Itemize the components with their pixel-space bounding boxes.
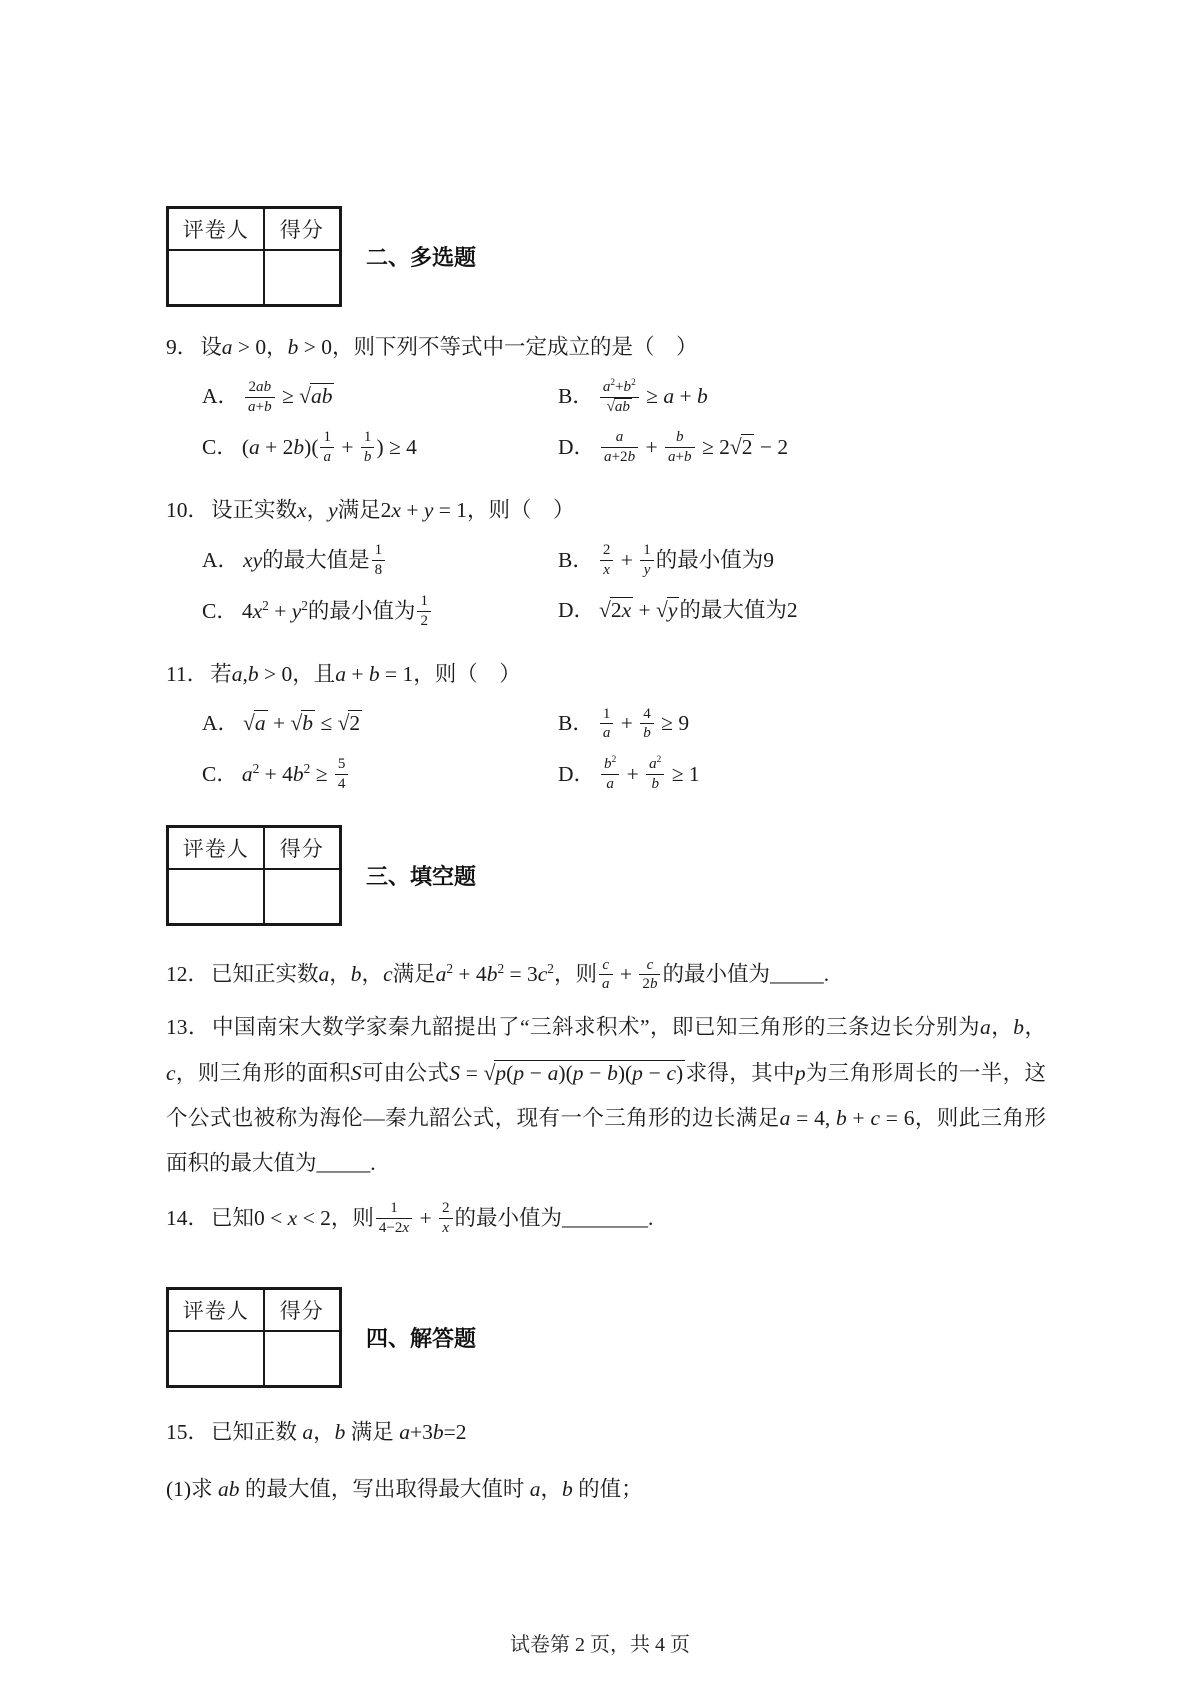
option-c-label: C． [202, 761, 238, 786]
option-d-label: D． [558, 761, 596, 786]
question-10-stem [166, 494, 1046, 526]
question-9-options [202, 379, 1046, 468]
option-c-label: C． [202, 435, 238, 460]
question-14-text: 已知0 < x < 2，则 $\frac{1}{4-2x}$ + $\frac{2}{x}$ 的最小值为________. [211, 1200, 654, 1237]
option-a-formula: √a + √b ≤ √2 [243, 711, 361, 736]
option-a-label: A． [202, 384, 240, 409]
reviewer-header-cell: 评卷人 [168, 827, 264, 869]
sqrt-expression: √2 [337, 711, 361, 736]
question-10-option-a [202, 543, 558, 582]
question-10-number: 10． [166, 498, 210, 523]
option-c-label: C． [202, 598, 238, 623]
page-number-text: 试卷第 2 页，共 4 页 [510, 1634, 690, 1656]
option-b-label: B． [558, 711, 594, 736]
page-content [166, 0, 1046, 1512]
score-blank-cell [264, 250, 341, 306]
radical-icon: √ [243, 711, 255, 736]
question-11 [166, 658, 1046, 795]
score-header-cell: 得分 [264, 208, 341, 250]
option-d-formula: $\frac{b^2}{a}$ + $\frac{a^2}{b}$ ≥ 1 [599, 762, 700, 786]
radical-icon: √ [483, 1060, 496, 1085]
option-d-formula: $\frac{a}{a+2b}$ + $\frac{b}{a+b}$ ≥ 2√2 − 2 [599, 435, 788, 459]
reviewer-header-cell: 评卷人 [168, 208, 264, 250]
radical-icon: √ [299, 384, 311, 409]
question-13 [166, 1005, 1046, 1186]
radical-icon: √ [729, 435, 742, 460]
question-9-stem [166, 331, 1046, 363]
sqrt-expression: √a [243, 711, 266, 736]
question-15-number: 15． [166, 1420, 210, 1445]
sqrt-expression: √ab [606, 398, 630, 415]
option-b-formula: $\frac{2}{x}$ + $\frac{1}{y}$ 的最小值为9 [598, 548, 774, 572]
question-12 [166, 952, 1046, 997]
radical-icon: √ [656, 598, 668, 623]
question-14 [166, 1196, 1046, 1241]
option-d-label: D． [558, 435, 596, 460]
score-header-cell: 得分 [264, 1289, 341, 1331]
question-9-option-b [558, 379, 1046, 418]
option-a-formula: xy的最大值是 $\frac{1}{8}$ [243, 548, 387, 572]
radical-icon: √ [337, 711, 350, 736]
section-title-fillblank: 三、填空题 [366, 864, 477, 890]
option-b-label: B． [558, 547, 594, 572]
sqrt-expression: √ab [299, 384, 333, 409]
sqrt-expression: √y [656, 598, 678, 623]
option-c-formula: (a + 2b)( $\frac{1}{a}$ + $\frac{1}{b}$ ) ≥ 4 [241, 429, 417, 466]
option-a-label: A． [202, 547, 240, 572]
question-11-option-b [558, 706, 1046, 745]
question-10-option-b [558, 543, 1046, 582]
question-11-options [202, 706, 1046, 795]
sqrt-expression: √2x [599, 598, 632, 623]
score-header-cell: 得分 [264, 827, 341, 869]
option-a-label: A． [202, 711, 240, 736]
score-blank-cell [264, 869, 341, 925]
option-b-label: B． [558, 384, 594, 409]
question-14-number: 14． [166, 1206, 210, 1231]
grader-table [166, 1287, 342, 1388]
option-b-formula: $\frac{a^2+b^2}{√ab}$ ≥ a + b [598, 384, 708, 408]
question-13-text: 中国南宋大数学家秦九韶提出了“三斜求积术”，即已知三角形的三条边长分别为a，b，c，则三角形的面积S可由公式S = √p(p − a)(p − b)(p − c)求得，其中p为三角形周长的一半，这个公式也被称为海伦—秦九韶公式，现有一个三角形的边长满足a = 4, b + c = 6，则此三角形面积的最大值为_____. [166, 1015, 1046, 1175]
grader-block-multichoice [166, 206, 1046, 307]
reviewer-blank-cell [168, 1331, 264, 1387]
reviewer-blank-cell [168, 250, 264, 306]
question-11-number: 11． [166, 661, 209, 686]
score-blank-cell [264, 1331, 341, 1387]
question-12-number: 12． [166, 962, 210, 987]
sqrt-expression: √b [290, 711, 314, 736]
question-9-text: 设a > 0，b > 0，则下列不等式中一定成立的是（ ） [200, 335, 698, 359]
question-12-text: 已知正实数a，b，c满足$a^2 + 4b^2 = 3c^2$，则 $\frac{c}{a}$ + $\frac{c}{2b}$ 的最小值为_____. [211, 956, 830, 993]
question-9 [166, 331, 1046, 468]
question-15-text: 已知正数 a，b 满足 a+3b=2 [211, 1420, 467, 1445]
grader-table [166, 825, 342, 926]
page-footer [0, 1628, 1200, 1657]
option-b-formula: $\frac{1}{a}$ + $\frac{4}{b}$ ≥ 9 [598, 711, 689, 735]
option-d-label: D． [558, 598, 596, 623]
radical-icon: √ [606, 398, 615, 415]
section-title-multichoice: 二、多选题 [366, 245, 477, 270]
grader-table [166, 206, 342, 307]
section-title-freeresponse: 四、解答题 [366, 1326, 477, 1352]
question-10 [166, 494, 1046, 631]
option-a-formula: $\frac{2ab}{a+b}$ ≥ √ab [243, 384, 334, 408]
grader-block-fillblank [166, 825, 1046, 926]
question-9-number: 9． [166, 335, 199, 359]
reviewer-header-cell: 评卷人 [168, 1289, 264, 1331]
question-9-option-c [202, 430, 558, 469]
question-15 [166, 1410, 1046, 1455]
radical-icon: √ [290, 711, 303, 736]
question-11-option-a [202, 706, 558, 745]
question-11-option-d [558, 757, 1046, 796]
grader-block-freeresponse [166, 1287, 1046, 1388]
question-11-stem [166, 658, 1046, 690]
question-9-option-a [202, 379, 558, 418]
sqrt-expression: √p(p − a)(p − b)(p − c) [483, 1060, 684, 1085]
option-c-formula: $a^2 + 4b^2$ ≥ $\frac{5}{4}$ [242, 762, 351, 786]
question-10-option-c [202, 593, 558, 632]
question-15-part-1-text: (1)求 ab 的最大值，写出取得最大值时 a，b 的值； [166, 1477, 643, 1502]
question-10-text: 设正实数x，y满足2x + y = 1，则（ ） [211, 498, 575, 523]
sqrt-expression: √2 [729, 435, 753, 460]
question-11-text: 若a,b > 0，且a + b = 1，则（ ） [210, 661, 521, 686]
option-d-formula: √2x + √y的最大值为2 [599, 598, 798, 623]
radical-icon: √ [599, 598, 611, 623]
question-15-part-1 [166, 1467, 1046, 1512]
question-10-options [202, 543, 1046, 632]
question-10-option-d [558, 593, 1046, 632]
reviewer-blank-cell [168, 869, 264, 925]
question-13-number: 13． [166, 1015, 210, 1040]
question-11-option-c [202, 757, 558, 796]
question-9-option-d [558, 430, 1046, 469]
option-c-formula: $4x^2 + y^2$的最小值为 $\frac{1}{2}$ [242, 599, 433, 623]
